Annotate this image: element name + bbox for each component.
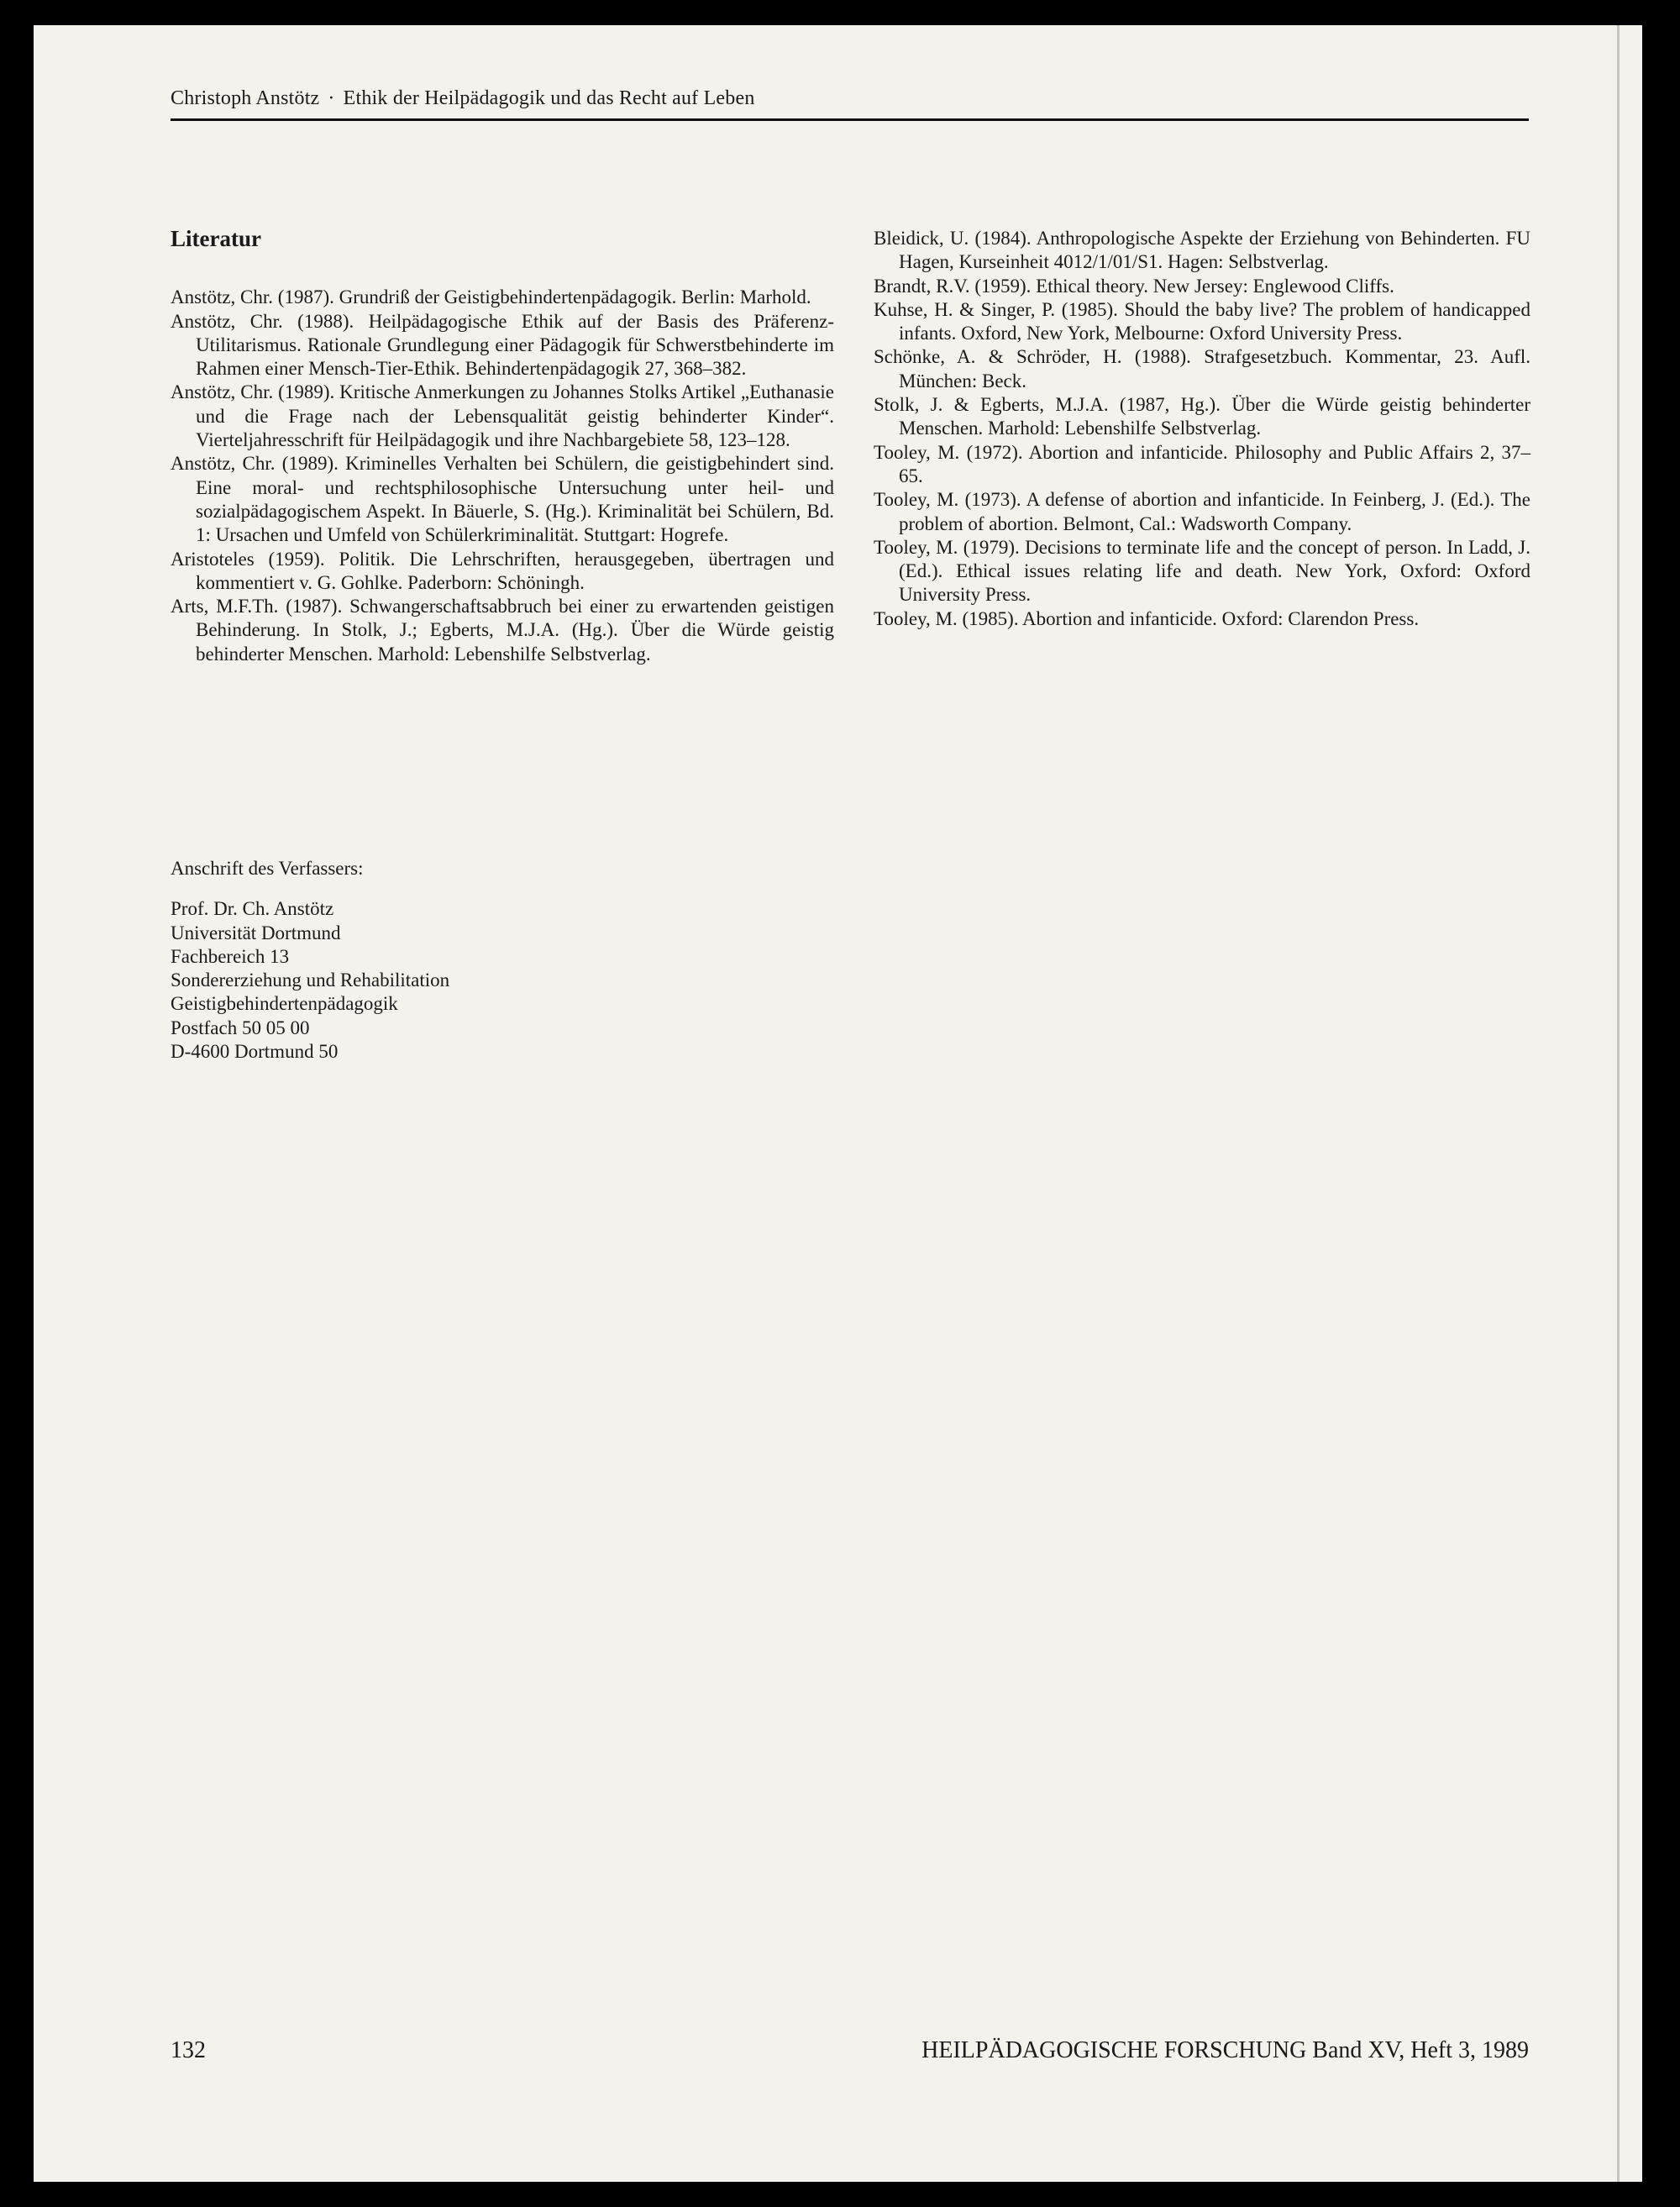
references-column-left	[171, 227, 834, 666]
address-line: Postfach 50 05 00	[171, 1017, 310, 1038]
address-label: Anschrift des Verfassers:	[171, 858, 364, 879]
address-line: Fachbereich 13	[171, 945, 290, 967]
reference-entry: Anstötz, Chr. (1987). Grundriß der Geistigbehindertenpädagogik. Berlin: Marhold.	[171, 286, 811, 308]
reference-entry: Arts, M.F.Th. (1987). Schwangerschaftsabbruch bei einer zu erwartenden geistigen Behinderung. In Stolk, J.; Egberts, M.J.A. (Hg.). Über die Würde geistig behinderter Menschen. Marhold: Lebenshilfe Selbstverlag.	[171, 596, 834, 665]
address-line: Geistigbehindertenpädagogik	[171, 993, 398, 1015]
reference-entry: Schönke, A. & Schröder, H. (1988). Strafgesetzbuch. Kommentar, 23. Aufl. München: Beck.	[874, 346, 1530, 391]
address-line: Universität Dortmund	[171, 922, 341, 943]
reference-entry: Aristoteles (1959). Politik. Die Lehrschriften, herausgegeben, übertragen und kommentiert v. G. Gohlke. Paderborn: Schöningh.	[171, 548, 834, 593]
scan-border-top	[0, 0, 1680, 25]
section-title: Literatur	[171, 226, 261, 251]
reference-entry: Anstötz, Chr. (1988). Heilpädagogische Ethik auf der Basis des Präferenz-Utilitarismus. Rationale Grundlegung einer Pädagogik für Schwerstbehinderte im Rahmen einer Mensch-Tier-Ethik. Behindertenpädagogik 27, 368–382.	[171, 310, 834, 380]
running-head-author: Christoph Anstötz	[171, 87, 320, 109]
reference-entry: Tooley, M. (1979). Decisions to terminate life and the concept of person. In Ladd, J. (Ed.). Ethical issues relating life and death. New York, Oxford: Oxford University Press.	[874, 536, 1530, 606]
address-line: D-4600 Dortmund 50	[171, 1041, 339, 1063]
running-head	[171, 87, 1529, 110]
reference-entry: Anstötz, Chr. (1989). Kritische Anmerkungen zu Johannes Stolks Artikel „Euthanasie und die Frage nach der Lebensqualität geistig behinderter Kinder“. Vierteljahresschrift für Heilpädagogik und ihre Nachbargebiete 58, 123–128.	[171, 381, 834, 451]
reference-entry: Brandt, R.V. (1959). Ethical theory. New Jersey: Englewood Cliffs.	[874, 275, 1394, 297]
running-head-title: Ethik der Heilpädagogik und das Recht auf Leben	[343, 87, 755, 109]
address-line: Sondererziehung und Rehabilitation	[171, 970, 450, 991]
journal-footer: HEILPÄDAGOGISCHE FORSCHUNG Band XV, Heft 3, 1989	[921, 2037, 1529, 2063]
author-address	[171, 857, 759, 1064]
reference-entry: Anstötz, Chr. (1989). Kriminelles Verhalten bei Schülern, die geistigbehindert sind. Eine moral- und rechtsphilosophische Untersuchung unter heil- und sozialpädagogischem Aspekt. In Bäuerle, S. (Hg.). Kriminalität bei Schülern, Bd. 1: Ursachen und Umfeld von Schülerkriminalität. Stuttgart: Hogrefe.	[171, 453, 834, 546]
references-column-right	[874, 227, 1530, 631]
reference-entry: Stolk, J. & Egberts, M.J.A. (1987, Hg.). Über die Würde geistig behinderter Menschen. Marhold: Lebenshilfe Selbstverlag.	[874, 394, 1530, 439]
reference-entry: Tooley, M. (1972). Abortion and infanticide. Philosophy and Public Affairs 2, 37–65.	[874, 441, 1530, 486]
scan-border-left	[0, 0, 34, 2207]
page-number: 132	[171, 2037, 206, 2063]
address-line: Prof. Dr. Ch. Anstötz	[171, 898, 334, 920]
scan-border-right	[1642, 0, 1680, 2207]
header-rule	[171, 118, 1529, 121]
reference-entry: Tooley, M. (1985). Abortion and infanticide. Oxford: Clarendon Press.	[874, 607, 1420, 629]
reference-entry: Kuhse, H. & Singer, P. (1985). Should the baby live? The problem of handicapped infants. Oxford, New York, Melbourne: Oxford University Press.	[874, 298, 1530, 344]
reference-entry: Bleidick, U. (1984). Anthropologische Aspekte der Erziehung von Behinderten. FU Hagen, Kurseinheit 4012/1/01/S1. Hagen: Selbstverlag.	[874, 228, 1530, 273]
scan-border-bottom	[0, 2182, 1680, 2207]
running-head-separator: ·	[328, 87, 335, 109]
reference-entry: Tooley, M. (1973). A defense of abortion and infanticide. In Feinberg, J. (Ed.). The problem of abortion. Belmont, Cal.: Wadsworth Company.	[874, 489, 1530, 534]
page-gutter-line	[1617, 25, 1620, 2182]
